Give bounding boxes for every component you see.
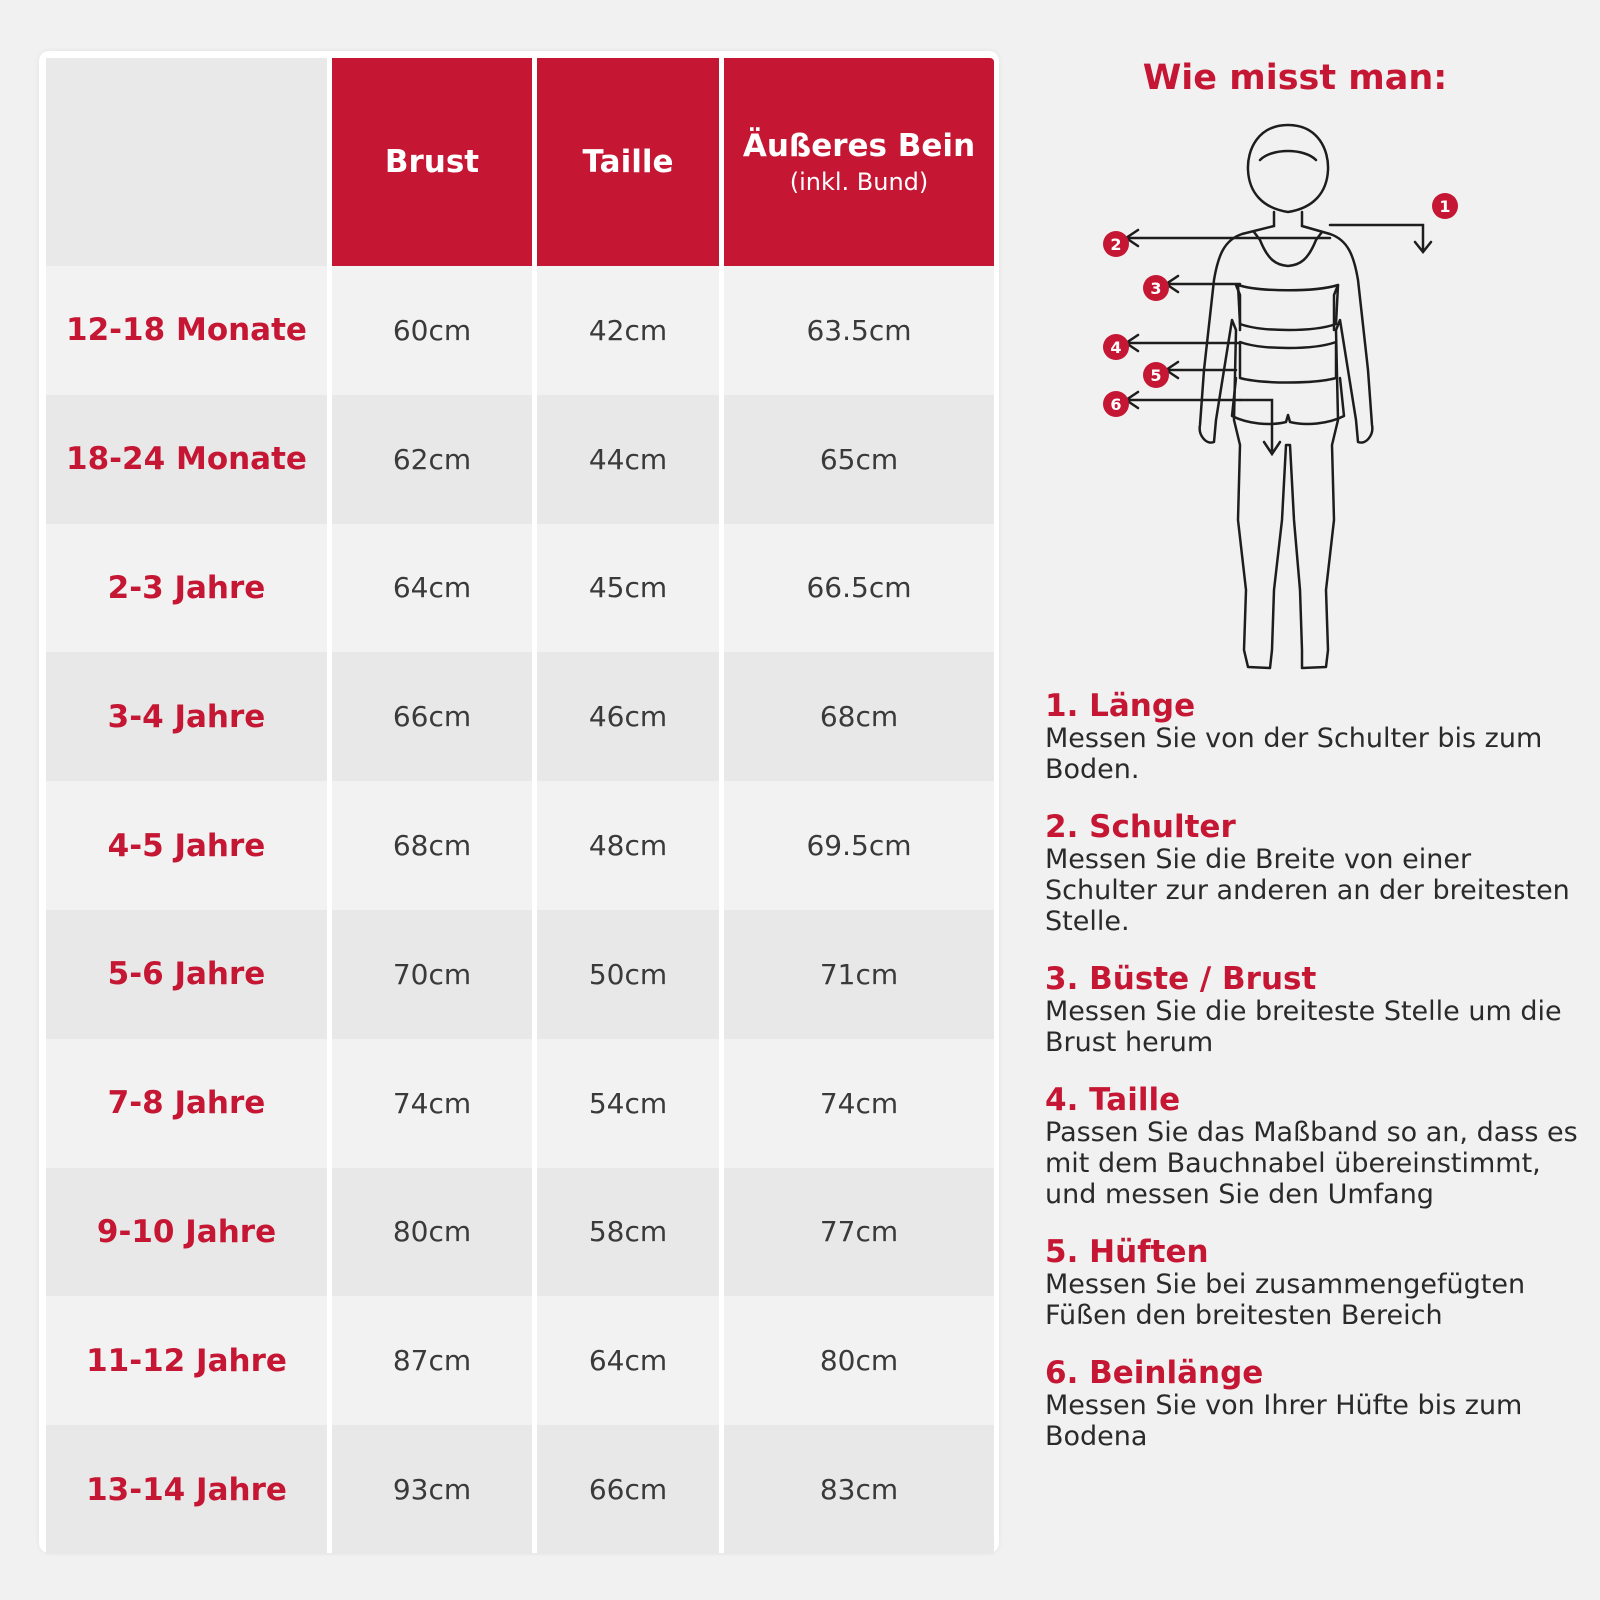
measure-arrow-icon — [1240, 400, 1280, 454]
guide-title: Wie misst man: — [1142, 58, 1448, 98]
brust-cell: 93cm — [332, 1425, 532, 1554]
brust-cell: 80cm — [332, 1168, 532, 1297]
header-taille-label: Taille — [582, 144, 674, 180]
size-label-cell: 4-5 Jahre — [46, 781, 327, 910]
size-label-cell: 9-10 Jahre — [46, 1168, 327, 1297]
instruction-description: Messen Sie von der Schulter bis zum Boden. — [1045, 723, 1543, 785]
marker-2-label: 2 — [1110, 235, 1122, 254]
bein-cell: 71cm — [724, 910, 994, 1039]
instruction-description: Messen Sie bei zusammengefügten Füßen den breitesten Bereich — [1045, 1269, 1526, 1331]
taille-cell: 64cm — [537, 1296, 719, 1425]
brust-cell: 60cm — [332, 266, 532, 395]
size-label-cell: 7-8 Jahre — [46, 1039, 327, 1168]
taille-cell: 58cm — [537, 1168, 719, 1297]
taille-cell: 54cm — [537, 1039, 719, 1168]
marker-3-icon — [1143, 275, 1169, 301]
instruction-description: Messen Sie von Ihrer Hüfte bis zum Bodena — [1045, 1390, 1523, 1452]
bein-cell: 68cm — [724, 652, 994, 781]
marker-6-icon — [1103, 391, 1129, 417]
header-bein — [724, 58, 994, 266]
measure-arrow-icon — [1126, 335, 1240, 351]
bein-cell: 63.5cm — [724, 266, 994, 395]
marker-3-label: 3 — [1150, 279, 1162, 298]
marker-5-icon — [1143, 362, 1169, 388]
instruction-item — [1045, 1357, 1585, 1452]
marker-1-icon — [1432, 193, 1458, 219]
header-bein-sublabel: (inkl. Bund) — [789, 168, 929, 196]
size-label-cell: 2-3 Jahre — [46, 524, 327, 653]
taille-cell: 46cm — [537, 652, 719, 781]
brust-cell: 66cm — [332, 652, 532, 781]
marker-5-label: 5 — [1150, 366, 1162, 385]
measure-arrow-icon — [1166, 276, 1240, 292]
instruction-description: Messen Sie die Breite von einer Schulter zur anderen an der breitesten Stelle. — [1045, 844, 1570, 937]
measurement-instructions — [1045, 690, 1585, 1478]
measure-arrow-icon — [1126, 392, 1240, 408]
body-outline-icon — [1090, 120, 1470, 690]
bein-cell: 66.5cm — [724, 524, 994, 653]
brust-cell: 62cm — [332, 395, 532, 524]
header-brust-label: Brust — [384, 144, 480, 180]
size-label-cell: 11-12 Jahre — [46, 1296, 327, 1425]
instruction-item — [1045, 1084, 1585, 1210]
marker-6-label: 6 — [1110, 395, 1122, 414]
taille-cell: 44cm — [537, 395, 719, 524]
measure-arrows — [1126, 225, 1431, 454]
bein-cell: 83cm — [724, 1425, 994, 1554]
instruction-item — [1045, 690, 1585, 785]
taille-cell: 45cm — [537, 524, 719, 653]
taille-cell: 42cm — [537, 266, 719, 395]
brust-cell: 64cm — [332, 524, 532, 653]
instruction-title: 1. Länge — [1045, 688, 1196, 724]
instruction-item — [1045, 811, 1585, 937]
size-label-cell: 3-4 Jahre — [46, 652, 327, 781]
bein-cell: 77cm — [724, 1168, 994, 1297]
bein-cell: 69.5cm — [724, 781, 994, 910]
size-table — [46, 58, 994, 1554]
instruction-title: 2. Schulter — [1045, 809, 1236, 845]
bein-cell: 74cm — [724, 1039, 994, 1168]
instruction-item — [1045, 963, 1585, 1058]
size-label-cell: 13-14 Jahre — [46, 1425, 327, 1554]
marker-4-label: 4 — [1110, 338, 1122, 357]
body-outline — [1200, 125, 1373, 668]
header-taille — [537, 58, 719, 266]
taille-cell: 50cm — [537, 910, 719, 1039]
brust-cell: 70cm — [332, 910, 532, 1039]
marker-2-icon — [1103, 231, 1129, 257]
instruction-description: Passen Sie das Maßband so an, dass es mit dem Bauchnabel übereinstimmt, und messen Sie den Umfang — [1045, 1117, 1578, 1210]
instruction-title: 5. Hüften — [1045, 1234, 1209, 1270]
header-bein-label: Äußeres Bein — [742, 128, 976, 164]
instruction-item — [1045, 1236, 1585, 1331]
taille-cell: 48cm — [537, 781, 719, 910]
marker-1-label: 1 — [1439, 197, 1451, 216]
instruction-description: Messen Sie die breiteste Stelle um die Brust herum — [1045, 996, 1562, 1058]
marker-4-icon — [1103, 334, 1129, 360]
brust-cell: 74cm — [332, 1039, 532, 1168]
header-brust — [332, 58, 532, 266]
size-label-cell: 12-18 Monate — [46, 266, 327, 395]
bein-cell: 65cm — [724, 395, 994, 524]
instruction-title: 3. Büste / Brust — [1045, 961, 1317, 997]
header-blank-cell — [46, 58, 327, 266]
measure-arrow-icon — [1330, 225, 1431, 252]
size-label-cell: 18-24 Monate — [46, 395, 327, 524]
bein-cell: 80cm — [724, 1296, 994, 1425]
taille-cell: 66cm — [537, 1425, 719, 1554]
brust-cell: 87cm — [332, 1296, 532, 1425]
size-label-cell: 5-6 Jahre — [46, 910, 327, 1039]
instruction-title: 4. Taille — [1045, 1082, 1181, 1118]
instruction-title: 6. Beinlänge — [1045, 1355, 1264, 1391]
brust-cell: 68cm — [332, 781, 532, 910]
